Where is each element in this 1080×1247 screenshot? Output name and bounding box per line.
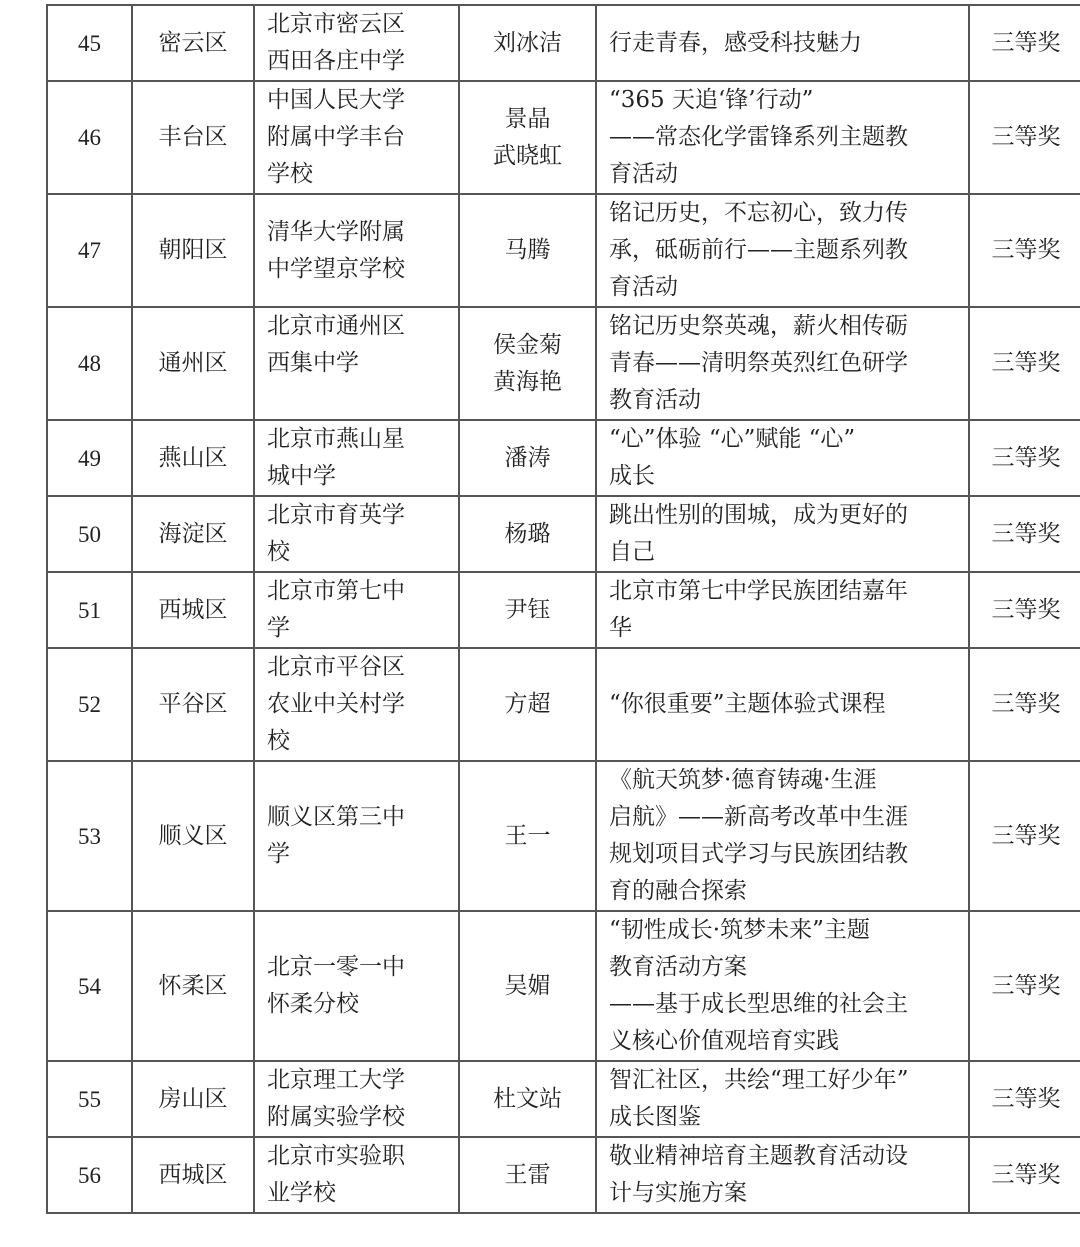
- cell-number: 49: [47, 420, 132, 496]
- title-line: 《航天筑梦·德育铸魂·生涯: [609, 767, 877, 793]
- person-name: 刘冰洁: [493, 29, 562, 56]
- awards-table-body: [47, 5, 1080, 1213]
- title-line: 计与实施方案: [609, 1180, 747, 1206]
- cell-district: 西城区: [132, 572, 254, 648]
- cell-title: [596, 194, 969, 307]
- title-line: 成长图鉴: [609, 1104, 701, 1130]
- person-name: 王雷: [504, 1161, 551, 1188]
- school-line: 校: [267, 539, 290, 565]
- cell-title: [596, 496, 969, 572]
- cell-school: [254, 648, 459, 761]
- cell-award: 三等奖: [969, 1061, 1080, 1137]
- cell-number: 45: [47, 5, 132, 81]
- school-line: 西田各庄中学: [267, 48, 405, 74]
- table-row: [47, 420, 1080, 496]
- cell-number: 53: [47, 761, 132, 911]
- person-name: 武晓虹: [493, 142, 562, 169]
- cell-title: [596, 5, 969, 81]
- cell-number: 55: [47, 1061, 132, 1137]
- school-line: 北京市通州区: [267, 313, 405, 339]
- table-row: [47, 1137, 1080, 1213]
- person-name: 景晶: [504, 105, 551, 132]
- cell-number: 52: [47, 648, 132, 761]
- title-line: 教育活动: [609, 387, 701, 413]
- cell-title: [596, 1061, 969, 1137]
- table-row: [47, 572, 1080, 648]
- title-line: ——基于成长型思维的社会主: [609, 991, 908, 1017]
- title-line: 教育活动方案: [609, 954, 747, 980]
- person-name: 吴媚: [504, 972, 551, 999]
- person-name: 马腾: [504, 237, 551, 263]
- cell-persons: [459, 572, 596, 648]
- cell-number: 54: [47, 911, 132, 1061]
- school-line: 北京市燕山星: [267, 426, 405, 452]
- cell-award: 三等奖: [969, 648, 1080, 761]
- awards-table: [46, 4, 1080, 1214]
- cell-title: [596, 911, 969, 1061]
- person-name: 尹钰: [504, 596, 551, 623]
- cell-persons: [459, 5, 596, 81]
- table-row: [47, 496, 1080, 572]
- title-line: 青春——清明祭英烈红色研学: [609, 350, 908, 376]
- school-line: 学校: [267, 161, 313, 187]
- school-line: 中学望京学校: [267, 255, 405, 282]
- table-row: [47, 307, 1080, 420]
- title-line: 规划项目式学习与民族团结教: [609, 841, 908, 867]
- school-line: 附属中学丰台: [267, 124, 405, 150]
- cell-district: 通州区: [132, 307, 254, 420]
- cell-school: [254, 572, 459, 648]
- cell-number: 56: [47, 1137, 132, 1213]
- cell-award: 三等奖: [969, 307, 1080, 420]
- cell-persons: [459, 648, 596, 761]
- cell-number: 50: [47, 496, 132, 572]
- cell-district: 西城区: [132, 1137, 254, 1213]
- cell-number: 48: [47, 307, 132, 420]
- person-name: 潘涛: [504, 444, 551, 471]
- cell-persons: [459, 1137, 596, 1213]
- school-line: 北京市实验职: [267, 1143, 405, 1169]
- cell-title: [596, 572, 969, 648]
- title-line: 义核心价值观培育实践: [609, 1028, 839, 1054]
- cell-persons: [459, 420, 596, 496]
- cell-number: 51: [47, 572, 132, 648]
- table-row: [47, 911, 1080, 1061]
- title-line: 育活动: [609, 161, 678, 187]
- title-line: ——常态化学雷锋系列主题教: [609, 124, 908, 150]
- title-line: 自己: [609, 539, 655, 565]
- title-line: 育的融合探索: [609, 878, 747, 904]
- cell-district: 朝阳区: [132, 194, 254, 307]
- cell-school: [254, 5, 459, 81]
- school-line: 西集中学: [267, 350, 359, 376]
- person-name: 黄海艳: [493, 368, 562, 395]
- title-line: 跳出性别的围城，成为更好的: [609, 502, 908, 528]
- table-row: [47, 5, 1080, 81]
- school-line: 北京市育英学: [267, 502, 405, 528]
- school-line: 北京一零一中: [267, 954, 405, 980]
- cell-persons: [459, 496, 596, 572]
- table-row: [47, 1061, 1080, 1137]
- cell-district: 燕山区: [132, 420, 254, 496]
- school-line: 农业中关村学: [267, 691, 405, 717]
- title-line: 启航》——新高考改革中生涯: [609, 804, 908, 830]
- cell-award: 三等奖: [969, 1137, 1080, 1213]
- cell-school: [254, 1061, 459, 1137]
- cell-award: 三等奖: [969, 5, 1080, 81]
- person-name: 侯金菊: [493, 331, 562, 358]
- cell-school: [254, 307, 459, 420]
- cell-award: 三等奖: [969, 420, 1080, 496]
- cell-persons: [459, 81, 596, 194]
- title-line: 育活动: [609, 274, 678, 300]
- cell-number: 46: [47, 81, 132, 194]
- cell-title: [596, 81, 969, 194]
- title-line: 敬业精神培育主题教育活动设: [609, 1143, 908, 1169]
- title-line: 成长: [609, 463, 655, 489]
- person-name: 杜文站: [493, 1085, 562, 1112]
- title-line: “365 天追‘锋’行动”: [609, 87, 814, 113]
- cell-district: 海淀区: [132, 496, 254, 572]
- person-name: 王一: [504, 822, 551, 849]
- cell-title: [596, 648, 969, 761]
- cell-number: 47: [47, 194, 132, 307]
- cell-school: [254, 761, 459, 911]
- cell-school: [254, 81, 459, 194]
- cell-district: 房山区: [132, 1061, 254, 1137]
- title-line: 铭记历史，不忘初心，致力传: [609, 200, 908, 226]
- person-name: 杨璐: [504, 520, 551, 547]
- cell-district: 密云区: [132, 5, 254, 81]
- cell-award: 三等奖: [969, 81, 1080, 194]
- cell-persons: [459, 1061, 596, 1137]
- cell-district: 丰台区: [132, 81, 254, 194]
- title-line: 铭记历史祭英魂，薪火相传砺: [609, 313, 908, 339]
- cell-school: [254, 1137, 459, 1213]
- table-row: [47, 761, 1080, 911]
- cell-title: [596, 307, 969, 420]
- title-line: 承，砥砺前行——主题系列教: [609, 237, 908, 263]
- table-row: [47, 81, 1080, 194]
- table-row: [47, 648, 1080, 761]
- school-line: 顺义区第三中: [267, 804, 405, 830]
- cell-persons: [459, 761, 596, 911]
- title-line: “韧性成长·筑梦未来”主题: [609, 917, 870, 943]
- cell-award: 三等奖: [969, 194, 1080, 307]
- cell-award: 三等奖: [969, 572, 1080, 648]
- cell-title: [596, 761, 969, 911]
- school-line: 学: [267, 841, 290, 867]
- cell-persons: [459, 194, 596, 307]
- school-line: 北京市平谷区: [267, 654, 405, 680]
- title-line: 智汇社区，共绘“理工好少年”: [609, 1067, 909, 1093]
- cell-persons: [459, 911, 596, 1061]
- cell-school: [254, 194, 459, 307]
- school-line: 业学校: [267, 1180, 336, 1206]
- cell-school: [254, 496, 459, 572]
- school-line: 北京理工大学: [267, 1067, 405, 1093]
- school-line: 清华大学附属: [267, 218, 405, 245]
- cell-award: 三等奖: [969, 911, 1080, 1061]
- title-line: 华: [609, 615, 632, 641]
- cell-district: 顺义区: [132, 761, 254, 911]
- school-line: 学: [267, 615, 290, 641]
- school-line: 北京市第七中: [267, 578, 405, 604]
- cell-school: [254, 420, 459, 496]
- cell-award: 三等奖: [969, 761, 1080, 911]
- cell-district: 平谷区: [132, 648, 254, 761]
- cell-school: [254, 911, 459, 1061]
- school-line: 中国人民大学: [267, 87, 405, 113]
- cell-title: [596, 1137, 969, 1213]
- person-name: 方超: [504, 691, 551, 717]
- title-line: “心”体验 “心”赋能 “心”: [609, 426, 856, 452]
- school-line: [267, 382, 452, 419]
- cell-award: 三等奖: [969, 496, 1080, 572]
- cell-persons: [459, 307, 596, 420]
- table-row: [47, 194, 1080, 307]
- title-line: “你很重要”主题体验式课程: [609, 691, 886, 717]
- school-line: 怀柔分校: [267, 991, 359, 1017]
- school-line: 城中学: [267, 463, 336, 489]
- title-line: 行走青春，感受科技魅力: [609, 29, 862, 56]
- school-line: 北京市密云区: [267, 11, 405, 37]
- title-line: 北京市第七中学民族团结嘉年: [609, 578, 908, 604]
- cell-district: 怀柔区: [132, 911, 254, 1061]
- cell-title: [596, 420, 969, 496]
- school-line: 附属实验学校: [267, 1104, 405, 1130]
- school-line: 校: [267, 728, 290, 754]
